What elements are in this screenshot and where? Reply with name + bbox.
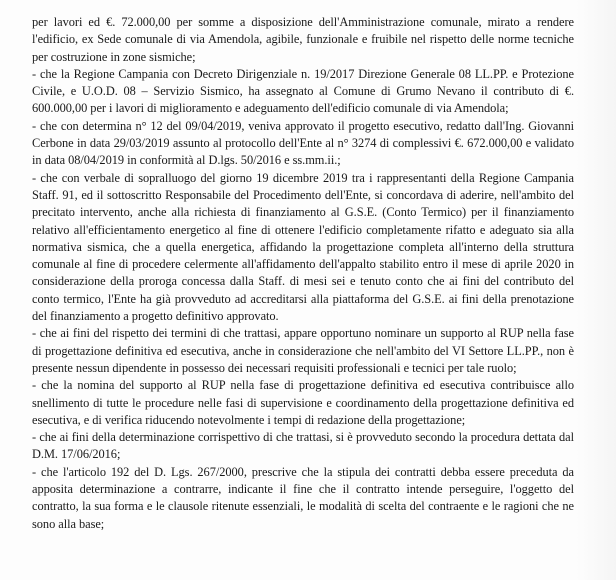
paragraph-supporto-rup: - che ai fini del rispetto dei termini di che trattasi, appare opportuno nominare un supporto al RUP nella fase di progettazione definitiva ed esecutiva, anche in considerazione che nell'ambito del VI Settore LL.PP., non è presente nessun dipendente in possesso dei necessari requisiti professionali e tecnici per tale ruolo; (32, 326, 574, 375)
paragraph-regione-campania-decree: - che la Regione Campania con Decreto Dirigenziale n. 19/2017 Direzione Generale 08 LL.PP. e Protezione Civile, e U.O.D. 08 – Servizio Sismico, ha assegnato al Comune di Grumo Nevano il contributo di €. 600.000,00 per i lavori di miglioramento e adeguamento dell'edificio comunale di via Amendola; (32, 66, 574, 116)
paragraph-nomina-supporto: - che la nomina del supporto al RUP nella fase di progettazione definitiva ed esecutiva contribuisce allo snellimento di tutte le procedure nelle fasi di supervisione e coordinamento della progettazione definitiva ed esecutiva, e di verifica riducendo notevolmente i tempi di redazione della progettazione; (32, 378, 574, 427)
document-body (32, 14, 574, 533)
paragraph-determina-12: - che con determina n° 12 del 09/04/2019, veniva approvato il progetto esecutivo, redatto dall'Ing. Giovanni Cerbone in data 29/03/2019 assunto al protocollo dell'Ente al n° 3274 di complessivi €. 672.000,00 e validato in data 08/04/2019 in conformità al D.lgs. 50/2016 e ss.mm.ii.; (32, 118, 574, 168)
paragraph-verbale-sopralluogo: - che con verbale di sopralluogo del giorno 19 dicembre 2019 tra i rappresentanti della Regione Campania Staff. 91, ed il sottoscritto Responsabile del Procedimento dell'Ente, si concordava di aderire, nell'ambito del precitato intervento, anche alla richiesta di finanziamento al G.S.E. (Conto Termico) per il finanziamento relativo all'efficientamento energetico al fine di ottenere l'edificio completamente rifatto e adeguato sia alla normativa sismica, che a quella energetica, affidando la progettazione completa all'interno della struttura comunale al fine di procedere celermente all'affidamento dell'appalto stabilito entro il mese di aprile 2020 in considerazione della proroga concessa dalla Staff. di mesi sei e tenuto conto che ai fini del contributo del conto termico, l'Ente ha già provveduto ad accreditarsi alla piattaforma del G.S.E. ai fini della prenotazione del finanziamento a progetto definitivo approvato. (32, 170, 574, 324)
paragraph-articolo-192: - che l'articolo 192 del D. Lgs. 267/2000, prescrive che la stipula dei contratti debba essere preceduta da apposita determinazione a contrarre, indicante il fine che il contratto intende perseguire, l'oggetto del contratto, la sua forma e le clausole ritenute essenziali, le modalità di scelta del contraente e le ragioni che ne sono alla base; (32, 464, 574, 531)
scan-edge-shadow (576, 0, 616, 580)
paragraph-works-amount: per lavori ed €. 72.000,00 per somme a disposizione dell'Amministrazione comunale, mirato a rendere l'edificio, ex Sede comunale di via Amendola, agibile, funzionale e fruibile nel rispetto delle norme tecniche per costruzione in zone sismiche; (32, 15, 574, 64)
paragraph-corrispettivo: - che ai fini della determinazione corrispettivo di che trattasi, si è provveduto secondo la procedura dettata dal D.M. 17/06/2016; (32, 430, 574, 462)
